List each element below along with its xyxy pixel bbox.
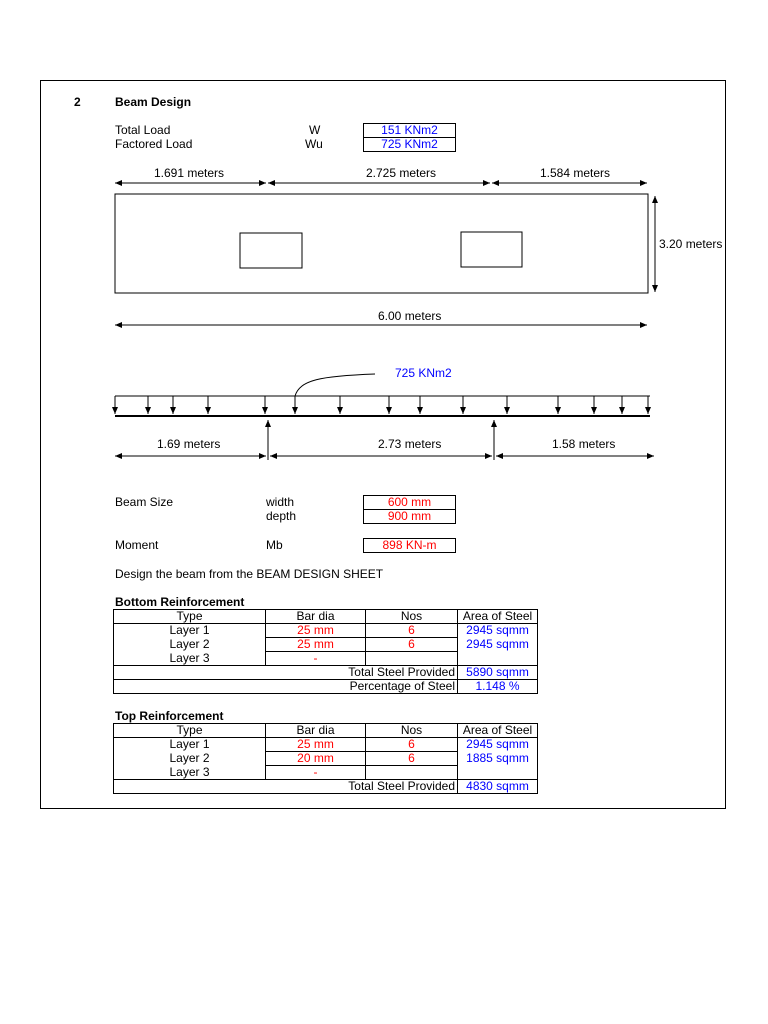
total-load-label: Total Load [115, 123, 171, 137]
nos-cell[interactable]: 6 [366, 624, 458, 638]
table-header-row [114, 724, 538, 738]
nos-cell[interactable]: 6 [366, 638, 458, 652]
bottom-reinforcement-title: Bottom Reinforcement [115, 595, 245, 609]
nos-cell[interactable] [366, 652, 458, 666]
height-label: 3.20 meters [659, 237, 723, 251]
layer-type: Layer 3 [114, 652, 266, 666]
table-row [114, 624, 538, 638]
moment-value[interactable]: 898 KN-m [363, 538, 456, 553]
area-cell: 2945 sqmm [458, 624, 538, 638]
header-nos: Nos [366, 724, 458, 738]
dim-label-1: 1.691 meters [154, 166, 225, 180]
design-instruction: Design the beam from the BEAM DESIGN SHEET [115, 567, 384, 581]
nos-cell[interactable]: 6 [366, 738, 458, 752]
total-load-value[interactable]: 151 KNm2 [363, 123, 456, 138]
header-bar-dia: Bar dia [266, 724, 366, 738]
layer-type: Layer 2 [114, 638, 266, 652]
width-label: width [266, 495, 295, 509]
total-label: Total Steel Provided [114, 780, 458, 794]
column-left [240, 233, 302, 268]
total-length-label: 6.00 meters [378, 309, 442, 323]
total-value: 4830 sqmm [458, 780, 538, 794]
bar-dia-cell[interactable]: - [266, 766, 366, 780]
factored-load-symbol: Wu [305, 137, 323, 151]
total-load-symbol: W [309, 123, 321, 137]
total-row [114, 780, 538, 794]
factored-load-label: Factored Load [115, 137, 193, 151]
span-label-1: 1.69 meters [157, 437, 221, 451]
area-cell: 2945 sqmm [458, 738, 538, 752]
span-label-3: 1.58 meters [552, 437, 616, 451]
table-row [114, 652, 538, 666]
span-label-2: 2.73 meters [378, 437, 442, 451]
factored-load-value[interactable]: 725 KNm2 [363, 137, 456, 152]
depth-value[interactable]: 900 mm [363, 509, 456, 524]
bar-dia-cell[interactable]: 25 mm [266, 738, 366, 752]
header-bar-dia: Bar dia [266, 610, 366, 624]
load-label-leader [295, 374, 375, 396]
table-row [114, 766, 538, 780]
area-cell [458, 652, 538, 666]
table-row [114, 738, 538, 752]
layer-type: Layer 1 [114, 738, 266, 752]
section-number: 2 [74, 95, 81, 109]
dim-label-3: 1.584 meters [540, 166, 611, 180]
moment-symbol: Mb [266, 538, 283, 552]
header-area: Area of Steel [458, 724, 538, 738]
nos-cell[interactable] [366, 766, 458, 780]
percentage-row [114, 680, 538, 694]
table-row [114, 638, 538, 652]
layer-type: Layer 1 [114, 624, 266, 638]
load-arrows [115, 396, 648, 414]
beam-size-label: Beam Size [115, 495, 174, 509]
header-nos: Nos [366, 610, 458, 624]
column-right [461, 232, 522, 267]
area-cell: 1885 sqmm [458, 752, 538, 766]
percentage-label: Percentage of Steel [114, 680, 458, 694]
layer-type: Layer 3 [114, 766, 266, 780]
load-label: 725 KNm2 [395, 366, 452, 380]
beam-plan-outline [115, 194, 648, 293]
top-reinforcement-title: Top Reinforcement [115, 709, 224, 723]
bar-dia-cell[interactable]: 25 mm [266, 638, 366, 652]
area-cell [458, 766, 538, 780]
total-row [114, 666, 538, 680]
section-title: Beam Design [115, 95, 192, 109]
dim-label-2: 2.725 meters [366, 166, 437, 180]
header-type: Type [114, 610, 266, 624]
percentage-value: 1.148 % [458, 680, 538, 694]
moment-label: Moment [115, 538, 159, 552]
bottom-reinforcement-table [113, 609, 538, 694]
layer-type: Layer 2 [114, 752, 266, 766]
width-value[interactable]: 600 mm [363, 495, 456, 510]
header-area: Area of Steel [458, 610, 538, 624]
header-type: Type [114, 724, 266, 738]
bar-dia-cell[interactable]: - [266, 652, 366, 666]
nos-cell[interactable]: 6 [366, 752, 458, 766]
total-value: 5890 sqmm [458, 666, 538, 680]
area-cell: 2945 sqmm [458, 638, 538, 652]
table-header-row [114, 610, 538, 624]
bar-dia-cell[interactable]: 25 mm [266, 624, 366, 638]
top-reinforcement-table [113, 723, 538, 794]
depth-label: depth [266, 509, 297, 523]
table-row [114, 752, 538, 766]
total-label: Total Steel Provided [114, 666, 458, 680]
bar-dia-cell[interactable]: 20 mm [266, 752, 366, 766]
